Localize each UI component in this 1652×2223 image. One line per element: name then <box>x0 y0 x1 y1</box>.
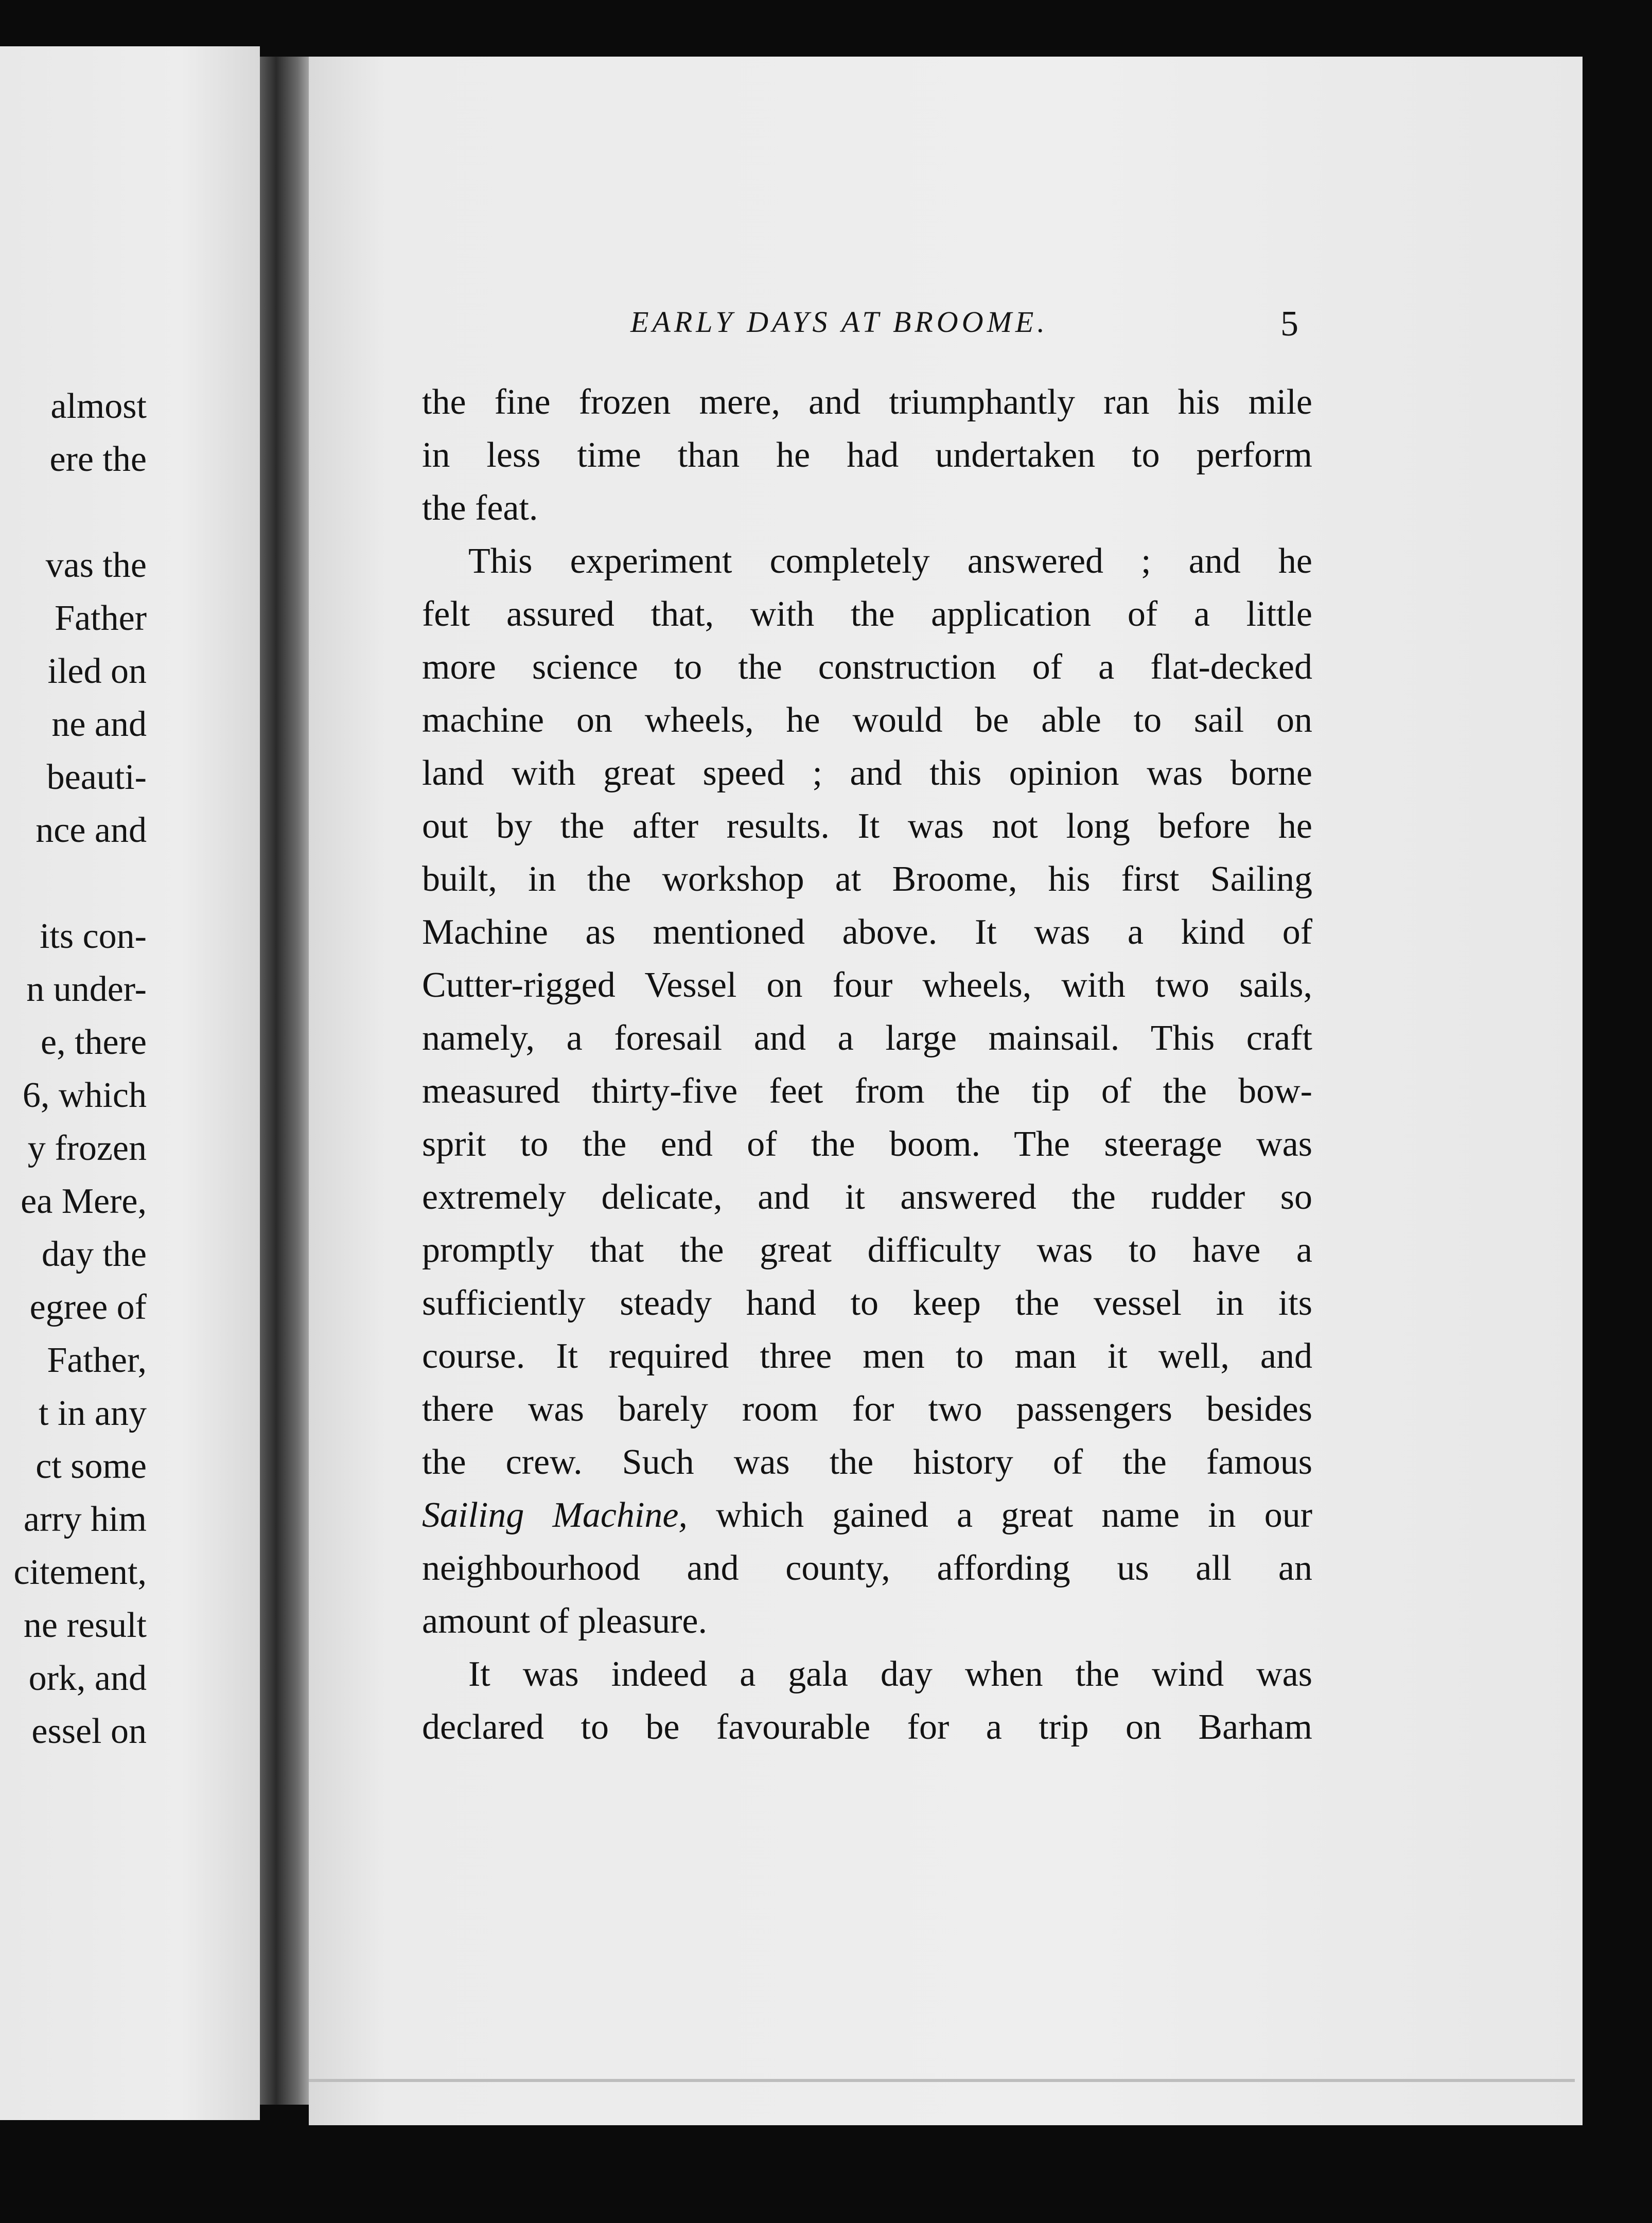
left-page-line: ne and <box>51 704 147 744</box>
text-line: more science to the construction of a flat-decked <box>422 647 1312 687</box>
text-line: the feat. <box>422 488 538 528</box>
text-line: course. It required three men to man it well, and <box>422 1336 1312 1376</box>
text-line-with-italic <box>422 1489 1312 1542</box>
text-line: extremely delicate, and it answered the rudder so <box>422 1177 1312 1217</box>
running-head: EARLY DAYS AT BROOME. <box>630 305 1048 339</box>
left-page-line: ea Mere, <box>21 1181 147 1221</box>
text-line: neighbourhood and county, affording us all an <box>422 1548 1312 1588</box>
text-line: Machine as mentioned above. It was a kind of <box>422 912 1312 952</box>
facing-page-left <box>0 46 260 2120</box>
left-page-line: ne result <box>23 1605 147 1645</box>
text-line: in less time than he had undertaken to perform <box>422 435 1312 475</box>
left-page-line: its con- <box>39 916 147 956</box>
book-gutter <box>260 57 314 2105</box>
left-page-line: day the <box>41 1234 147 1274</box>
left-page-line: Father, <box>47 1340 147 1380</box>
text-line: built, in the workshop at Broome, his first Sailing <box>422 859 1312 899</box>
text-line: namely, a foresail and a large mainsail. This craft <box>422 1018 1312 1058</box>
text-line: promptly that the great difficulty was to have a <box>422 1230 1312 1270</box>
text-line: the crew. Such was the history of the famous <box>422 1442 1312 1482</box>
text-line: Cutter-rigged Vessel on four wheels, with two sails, <box>422 965 1312 1005</box>
text-line: out by the after results. It was not long before he <box>422 806 1312 846</box>
text-line: there was barely room for two passengers besides <box>422 1389 1312 1429</box>
left-page-line: ct some <box>36 1446 147 1486</box>
left-page-line: ork, and <box>28 1659 147 1698</box>
text-line: sufficiently steady hand to keep the vessel in its <box>422 1283 1312 1323</box>
text-line: felt assured that, with the application of a little <box>422 594 1312 634</box>
left-page-line: t in any <box>39 1393 147 1433</box>
left-page-line: vas the <box>45 545 147 585</box>
text-line: land with great speed ; and this opinion was borne <box>422 753 1312 793</box>
left-page-line: y frozen <box>27 1128 147 1168</box>
left-page-line: 6, which <box>22 1075 147 1115</box>
page-bottom-edge <box>309 2079 1575 2082</box>
left-page-line: Father <box>55 598 147 638</box>
text-line-rest: which gained a great name in our <box>716 1495 1313 1535</box>
text-line: This experiment completely answered ; and he <box>468 541 1312 581</box>
left-page-line: beauti- <box>46 757 147 797</box>
text-line: declared to be favourable for a trip on Barham <box>422 1707 1312 1747</box>
left-page-line: n under- <box>26 969 147 1009</box>
text-line: It was indeed a gala day when the wind was <box>468 1654 1312 1694</box>
left-page-line: citement, <box>13 1552 147 1592</box>
text-line: the fine frozen mere, and triumphantly ran his mile <box>422 382 1312 422</box>
text-line: measured thirty-five feet from the tip of the bow- <box>422 1071 1312 1111</box>
text-line: sprit to the end of the boom. The steerage was <box>422 1124 1312 1164</box>
left-page-line: essel on <box>31 1712 147 1751</box>
text-line: amount of pleasure. <box>422 1601 707 1641</box>
italic-title: Sailing Machine, <box>422 1495 688 1535</box>
left-page-line: ere the <box>49 439 147 479</box>
left-page-line: egree of <box>29 1287 147 1327</box>
left-page-line: nce and <box>36 810 147 850</box>
text-line: machine on wheels, he would be able to sail on <box>422 700 1312 740</box>
left-page-line: iled on <box>47 651 147 691</box>
left-page-line: almost <box>50 386 147 426</box>
left-page-line: arry him <box>23 1499 147 1539</box>
left-page-line: e, there <box>41 1022 147 1062</box>
page-number: 5 <box>1280 304 1298 344</box>
body-text <box>422 376 1312 1754</box>
